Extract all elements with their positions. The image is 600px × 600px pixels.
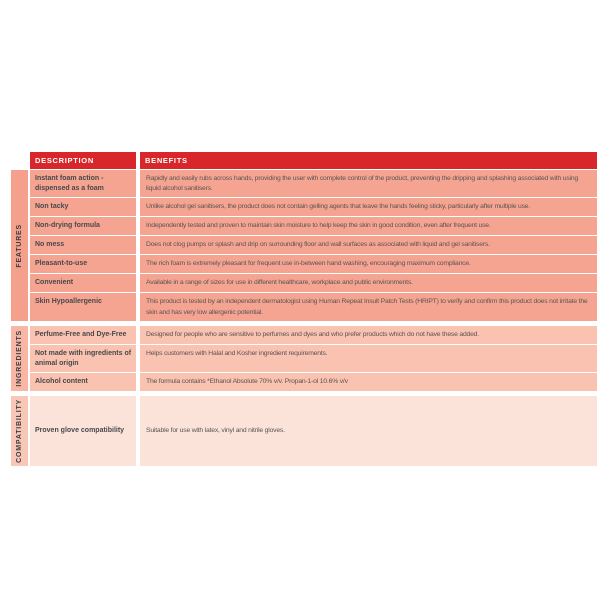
section-label-features bbox=[11, 170, 28, 321]
section-compatibility bbox=[11, 396, 597, 466]
row-description: Proven glove compatibility bbox=[30, 396, 136, 466]
section-ingredients bbox=[11, 326, 597, 391]
row-benefit: Independently tested and proven to maintain skin moisture to help keep the skin in good condition, even after frequent use. bbox=[140, 217, 597, 235]
row-benefit: The formula contains *Ethanol Absolute 70% v/v. Propan-1-ol 10.6% v/v bbox=[140, 373, 597, 391]
section-label-compatibility bbox=[11, 396, 28, 466]
section-rows bbox=[30, 170, 597, 321]
row-benefit: Available in a range of sizes for use in different healthcare, workplace and public environments. bbox=[140, 274, 597, 292]
table-row bbox=[30, 217, 597, 235]
table-header bbox=[30, 152, 597, 169]
column-header-benefits: BENEFITS bbox=[140, 152, 597, 169]
column-header-description: DESCRIPTION bbox=[30, 152, 136, 169]
row-description: Alcohol content bbox=[30, 373, 136, 391]
section-label-text: COMPATIBILITY bbox=[16, 399, 23, 463]
row-description: Skin Hypoallergenic bbox=[30, 293, 136, 320]
product-benefits-table bbox=[11, 152, 597, 471]
section-features bbox=[11, 170, 597, 321]
table-row bbox=[30, 373, 597, 391]
section-rows bbox=[30, 326, 597, 391]
table-row bbox=[30, 274, 597, 292]
row-description: Perfume-Free and Dye-Free bbox=[30, 326, 136, 344]
row-benefit: Suitable for use with latex, vinyl and nitrile gloves. bbox=[140, 396, 597, 466]
table-row bbox=[30, 293, 597, 320]
table-row bbox=[30, 198, 597, 216]
section-label-text: FEATURES bbox=[16, 223, 23, 268]
row-description: Pleasant-to-use bbox=[30, 255, 136, 273]
row-benefit: Does not clog pumps or splash and drip on surrounding floor and wall surfaces as associated with liquid and gel sanitisers. bbox=[140, 236, 597, 254]
row-description: Instant foam action - dispensed as a foam bbox=[30, 170, 136, 197]
row-description: Non-drying formula bbox=[30, 217, 136, 235]
table-row bbox=[30, 345, 597, 372]
row-description: Convenient bbox=[30, 274, 136, 292]
row-benefit: The rich foam is extremely pleasant for frequent use in-between hand washing, encouraging maximum compliance. bbox=[140, 255, 597, 273]
row-benefit: This product is tested by an independent dermatologist using Human Repeat Insult Patch Tests (HRIPT) to verify and confirm this product does not irritate the skin and has very low allergenic potential. bbox=[140, 293, 597, 320]
table-row bbox=[30, 326, 597, 344]
table-row bbox=[30, 236, 597, 254]
row-description: Non tacky bbox=[30, 198, 136, 216]
table-row bbox=[30, 255, 597, 273]
row-description: Not made with ingredients of animal origin bbox=[30, 345, 136, 372]
section-rows bbox=[30, 396, 597, 466]
table-row bbox=[30, 396, 597, 466]
row-description: No mess bbox=[30, 236, 136, 254]
section-label-ingredients bbox=[11, 326, 28, 391]
row-benefit: Helps customers with Halal and Kosher ingredient requirements. bbox=[140, 345, 597, 372]
table-row bbox=[30, 170, 597, 197]
section-label-text: INGREDIENTS bbox=[16, 330, 23, 387]
table-body bbox=[11, 170, 597, 466]
row-benefit: Unlike alcohol gel sanitisers, the product does not contain gelling agents that leave the hands feeling sticky, particularly after multiple use. bbox=[140, 198, 597, 216]
row-benefit: Designed for people who are sensitive to perfumes and dyes and who prefer products which do not have these added. bbox=[140, 326, 597, 344]
row-benefit: Rapidly and easily rubs across hands, providing the user with complete control of the product, preventing the dripping and splashing associated with using liquid alcohol sanitisers. bbox=[140, 170, 597, 197]
